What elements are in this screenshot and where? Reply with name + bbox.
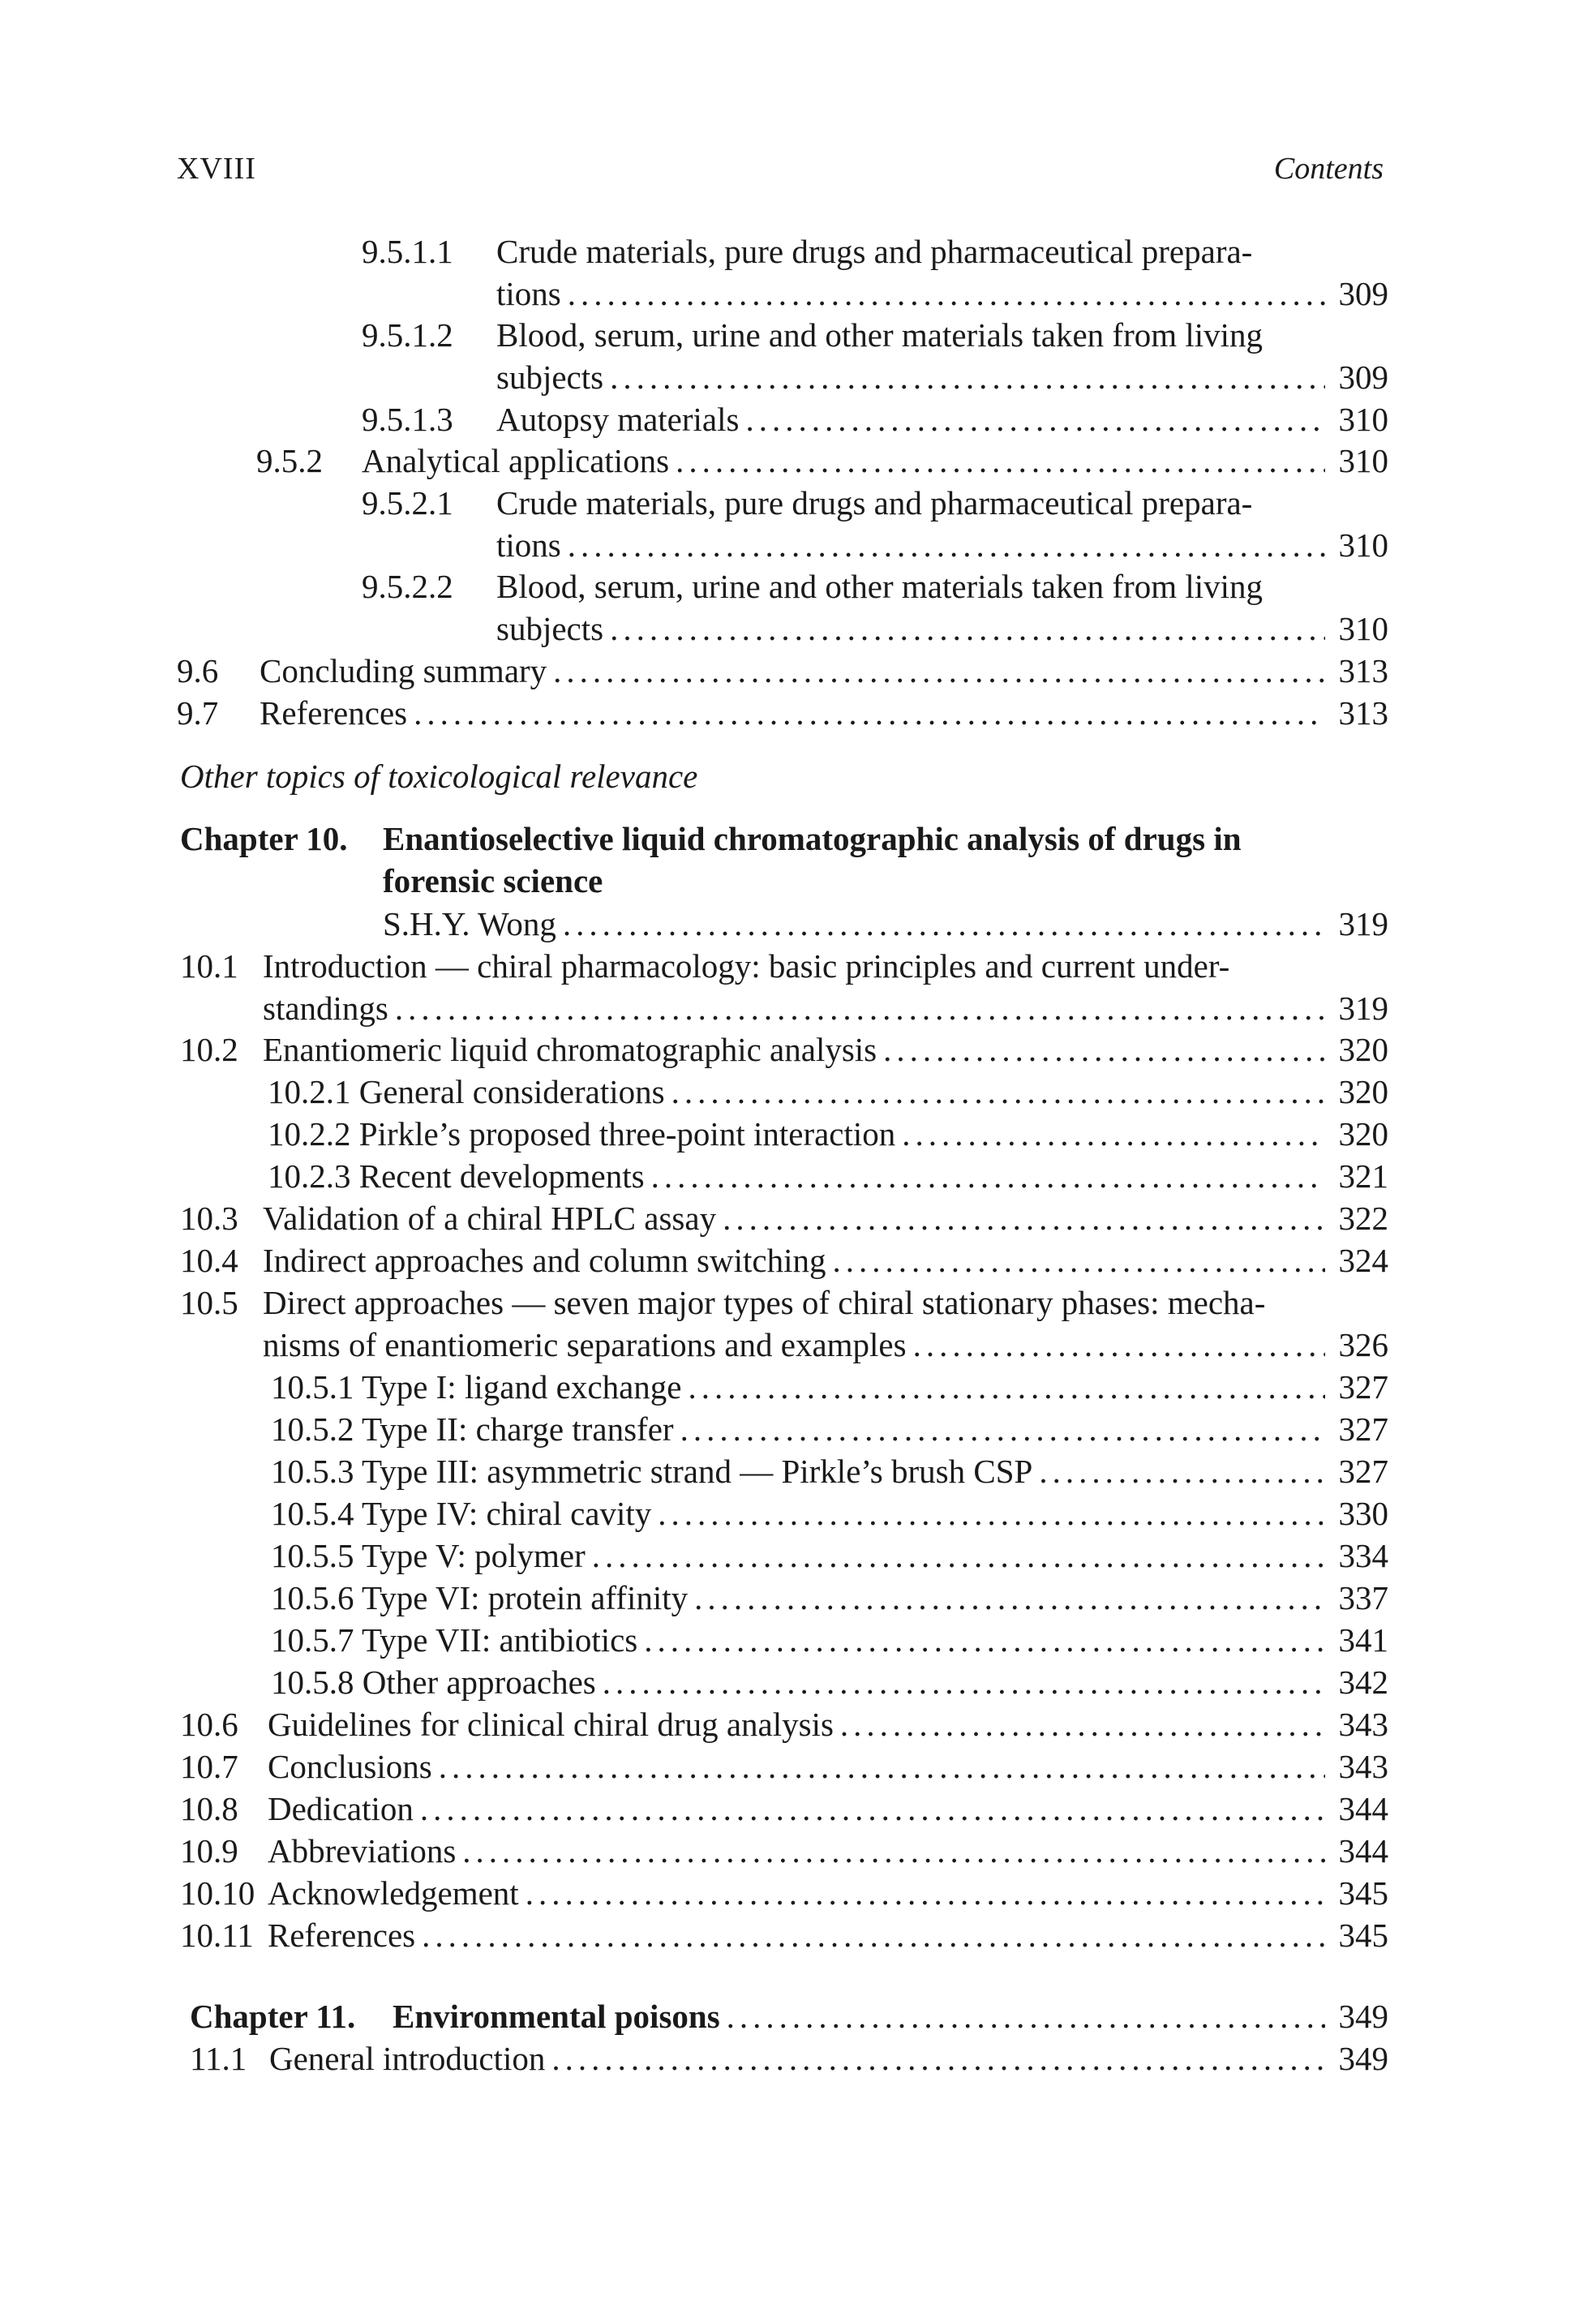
dot-leader (568, 273, 1325, 315)
entry-number: 10.5.3 (271, 1453, 354, 1490)
entry-number: 10.5 (180, 1284, 238, 1321)
entry-title: Type IV: chiral cavity (362, 1495, 652, 1532)
dot-leader (462, 1830, 1325, 1872)
page-number: 320 (1338, 1031, 1388, 1068)
chapter-title: Environmental poisons (393, 1998, 720, 2035)
dot-leader (603, 1661, 1325, 1703)
dot-leader (526, 1872, 1325, 1914)
entry-title: Recent developments (358, 1157, 645, 1195)
dot-leader (676, 440, 1325, 482)
page-number: 324 (1338, 1242, 1388, 1279)
entry-title: Type II: charge transfer (362, 1410, 674, 1448)
page-number: 334 (1338, 1537, 1388, 1574)
page-number: 319 (1338, 905, 1388, 942)
dot-leader (902, 1113, 1325, 1155)
page-number: 310 (1338, 526, 1388, 564)
entry-title-continued: tions (496, 275, 561, 312)
entry-title: Crude materials, pure drugs and pharmaceutical prepara- (496, 484, 1253, 522)
entry-title: Pirkle’s proposed three-point interaction (358, 1115, 896, 1153)
entry-title-continued: nisms of enantiomeric separations and examples (263, 1326, 907, 1363)
dot-leader (439, 1745, 1325, 1788)
entry-title: Type III: asymmetric strand — Pirkle’s brush CSP (362, 1453, 1033, 1490)
page-number: 341 (1338, 1621, 1388, 1659)
chapter-title-continued: forensic science (383, 862, 603, 899)
page-number: 327 (1338, 1410, 1388, 1448)
dot-leader (568, 524, 1325, 566)
page-number: 309 (1338, 275, 1388, 312)
dot-leader (840, 1703, 1325, 1745)
entry-title: Type VI: protein affinity (362, 1579, 689, 1616)
entry-title: Indirect approaches and column switching (263, 1242, 826, 1279)
dot-leader (1039, 1450, 1325, 1492)
entry-number: 9.5.1.1 (362, 233, 453, 270)
page-number: 321 (1338, 1157, 1388, 1195)
entry-number: 11.1 (190, 2040, 247, 2077)
entry-number: 10.2.1 (268, 1073, 351, 1110)
entry-number: 10.2 (180, 1031, 238, 1068)
entry-title-continued: standings (263, 989, 388, 1027)
page-number: 349 (1338, 2040, 1388, 2077)
entry-number: 10.4 (180, 1242, 238, 1279)
dot-leader (610, 607, 1325, 650)
dot-leader (671, 1071, 1325, 1113)
entry-number: 9.5.2 (256, 442, 323, 479)
dot-leader (723, 1197, 1325, 1239)
chapter-label: Chapter 11. (190, 1998, 356, 2035)
page-number: 330 (1338, 1495, 1388, 1532)
page-number-roman: XVIII (177, 152, 256, 186)
entry-title: Conclusions (268, 1748, 432, 1785)
entry-number: 9.5.1.3 (362, 401, 453, 438)
page-number: 345 (1338, 1874, 1388, 1912)
page-number: 342 (1338, 1663, 1388, 1701)
dot-leader (694, 1577, 1325, 1619)
entry-title: Guidelines for clinical chiral drug analysis (268, 1706, 834, 1743)
entry-title: Direct approaches — seven major types of chiral stationary phases: mecha- (263, 1284, 1266, 1321)
page-number: 343 (1338, 1748, 1388, 1785)
entry-title: References (260, 694, 408, 732)
entry-number: 10.5.1 (271, 1368, 354, 1406)
page-number: 320 (1338, 1073, 1388, 1110)
entry-title: Type I: ligand exchange (362, 1368, 682, 1406)
entry-title: Type V: polymer (362, 1537, 586, 1574)
page-number: 327 (1338, 1453, 1388, 1490)
dot-leader (553, 650, 1325, 692)
entry-number: 10.2.2 (268, 1115, 351, 1153)
dot-leader (745, 398, 1325, 440)
chapter-label: Chapter 10. (180, 820, 348, 857)
page-number: 322 (1338, 1200, 1388, 1237)
entry-title: Blood, serum, urine and other materials taken from living (496, 316, 1264, 354)
dot-leader (563, 903, 1325, 945)
entry-number: 10.1 (180, 947, 238, 985)
entry-number: 9.5.1.2 (362, 316, 453, 354)
page-number: 310 (1338, 401, 1388, 438)
dot-leader (395, 987, 1325, 1029)
entry-number: 10.8 (180, 1790, 238, 1827)
entry-number: 10.11 (180, 1917, 254, 1954)
page-number: 310 (1338, 442, 1388, 479)
entry-title: Enantiomeric liquid chromatographic analysis (263, 1031, 877, 1068)
entry-title-continued: tions (496, 526, 561, 564)
entry-number: 10.6 (180, 1706, 238, 1743)
entry-title: Type VII: antibiotics (362, 1621, 638, 1659)
dot-leader (420, 1788, 1325, 1830)
page-number: 309 (1338, 358, 1388, 396)
entry-number: 10.5.8 (271, 1663, 354, 1701)
entry-title-continued: subjects (496, 610, 604, 647)
entry-number: 10.9 (180, 1832, 238, 1869)
dot-leader (551, 2037, 1325, 2080)
dot-leader (651, 1155, 1325, 1197)
entry-title: Abbreviations (268, 1832, 457, 1869)
page-number: 349 (1338, 1998, 1388, 2035)
part-heading: Other topics of toxicological relevance (180, 758, 698, 795)
entry-number: 9.6 (177, 652, 219, 689)
page-number: 344 (1338, 1832, 1388, 1869)
page-number: 344 (1338, 1790, 1388, 1827)
entry-title: Dedication (268, 1790, 414, 1827)
entry-title: Analytical applications (362, 442, 670, 479)
dot-leader (833, 1239, 1326, 1281)
entry-number: 10.5.5 (271, 1537, 354, 1574)
dot-leader (883, 1028, 1325, 1071)
entry-title-continued: subjects (496, 358, 604, 396)
entry-number: 9.7 (177, 694, 219, 732)
entry-number: 9.5.2.2 (362, 568, 453, 605)
entry-title: Validation of a chiral HPLC assay (263, 1200, 717, 1237)
entry-number: 10.5.6 (271, 1579, 354, 1616)
dot-leader (422, 1914, 1325, 1956)
entry-number: 10.10 (180, 1874, 255, 1912)
page-number: 326 (1338, 1326, 1388, 1363)
dot-leader (592, 1535, 1325, 1577)
entry-title: Introduction — chiral pharmacology: basic principles and current under- (263, 947, 1230, 985)
entry-title: Autopsy materials (496, 401, 740, 438)
chapter-title: Enantioselective liquid chromatographic analysis of drugs in (383, 820, 1242, 857)
page-number: 343 (1338, 1706, 1388, 1743)
entry-number: 10.5.2 (271, 1410, 354, 1448)
page-number: 345 (1338, 1917, 1388, 1954)
entry-title: Crude materials, pure drugs and pharmaceutical prepara- (496, 233, 1253, 270)
entry-title: General introduction (269, 2040, 546, 2077)
entry-title: References (268, 1917, 416, 1954)
page-number: 319 (1338, 989, 1388, 1027)
entry-title: Acknowledgement (268, 1874, 519, 1912)
dot-leader (727, 1995, 1325, 2037)
dot-leader (610, 356, 1325, 398)
entry-title: Concluding summary (260, 652, 547, 689)
dot-leader (658, 1492, 1325, 1535)
entry-title: Blood, serum, urine and other materials taken from living (496, 568, 1264, 605)
page-number: 313 (1338, 652, 1388, 689)
dot-leader (680, 1408, 1325, 1450)
entry-number: 10.2.3 (268, 1157, 351, 1195)
dot-leader (644, 1619, 1325, 1661)
entry-number: 10.5.4 (271, 1495, 354, 1532)
page-number: 313 (1338, 694, 1388, 732)
page-number: 327 (1338, 1368, 1388, 1406)
page-number: 310 (1338, 610, 1388, 647)
dot-leader (414, 692, 1325, 734)
chapter-author: S.H.Y. Wong (383, 905, 556, 942)
running-head: Contents (1273, 152, 1384, 186)
dot-leader (688, 1366, 1325, 1408)
entry-number: 10.5.7 (271, 1621, 354, 1659)
entry-number: 9.5.2.1 (362, 484, 453, 522)
entry-number: 10.3 (180, 1200, 238, 1237)
page-number: 320 (1338, 1115, 1388, 1153)
entry-number: 10.7 (180, 1748, 238, 1785)
dot-leader (913, 1324, 1325, 1366)
entry-title: Other approaches (362, 1663, 596, 1701)
entry-title: General considerations (358, 1073, 665, 1110)
page-number: 337 (1338, 1579, 1388, 1616)
